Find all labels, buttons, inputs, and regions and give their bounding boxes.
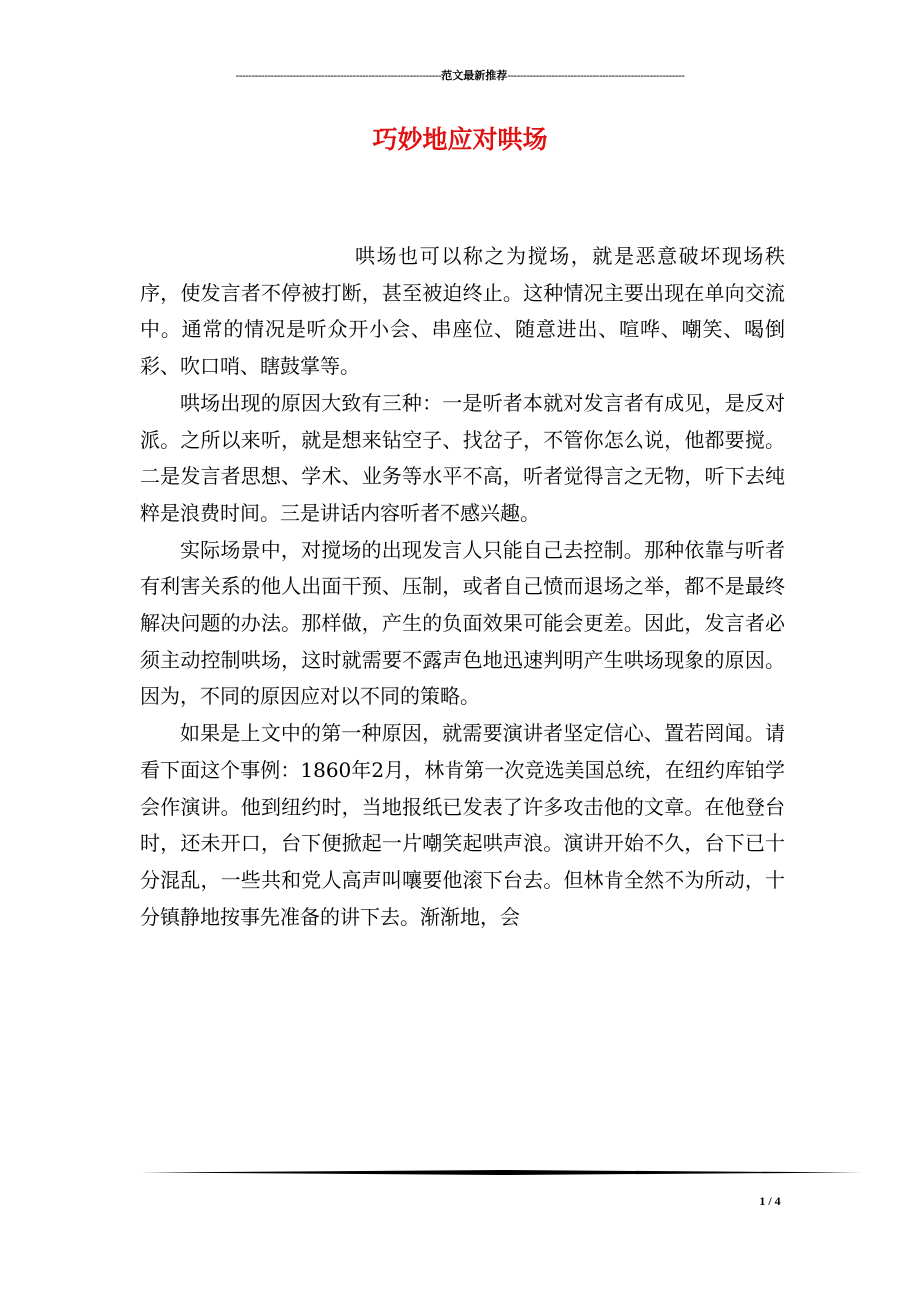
footer-divider: [140, 1170, 862, 1176]
paragraph-1: 哄场也可以称之为搅场，就是恶意破坏现场秩序，使发言者不停被打断，甚至被迫终止。这种情况主要出现在单向交流中。通常的情况是听众开小会、串座位、随意进出、喧哗、嘲笑、喝倒彩、吹口哨、瞎鼓掌等。: [140, 244, 785, 379]
header-dashes-left: -----------------------------------------------------------------: [235, 70, 442, 82]
page-header: [140, 68, 780, 84]
paragraph-2: 哄场出现的原因大致有三种：一是听者本就对发言者有成见，是反对派。之所以来听，就是想来钻空子、找岔子，不管你怎么说，他都要搅。二是发言者思想、学术、业务等水平不高，听者觉得言之无物，听下去纯粹是浪费时间。三是讲话内容听者不感兴趣。: [140, 390, 785, 525]
paragraph-4: 如果是上文中的第一种原因，就需要演讲者坚定信心、置若罔闻。请看下面这个事例：1860年2月，林肯第一次竞选美国总统，在纽约库铂学会作演讲。他到纽约时，当地报纸已发表了许多攻击他的文章。在他登台时，还未开口，台下便掀起一片嘲笑起哄声浪。演讲开始不久，台下已十分混乱，一些共和党人高声叫嚷要他滚下台去。但林肯全然不为所动，十分镇静地按事先准备的讲下去。渐渐地，会: [140, 721, 785, 929]
document-title: 巧妙地应对哄场: [372, 125, 548, 154]
paragraph-3: 实际场景中，对搅场的出现发言人只能自己去控制。那种依靠与听者有利害关系的他人出面干预、压制，或者自己愤而退场之举，都不是最终解决问题的办法。那样做，产生的负面效果可能会更差。因此，发言者必须主动控制哄场，这时就需要不露声色地迅速判明产生哄场现象的原因。因为，不同的原因应对以不同的策略。: [140, 537, 785, 709]
header-dashes-right: --------------------------------------------------------: [507, 70, 685, 82]
document-body: [140, 238, 785, 935]
header-label: 范文最新推荐: [441, 70, 508, 82]
page-number: 1 / 4: [759, 1194, 781, 1208]
